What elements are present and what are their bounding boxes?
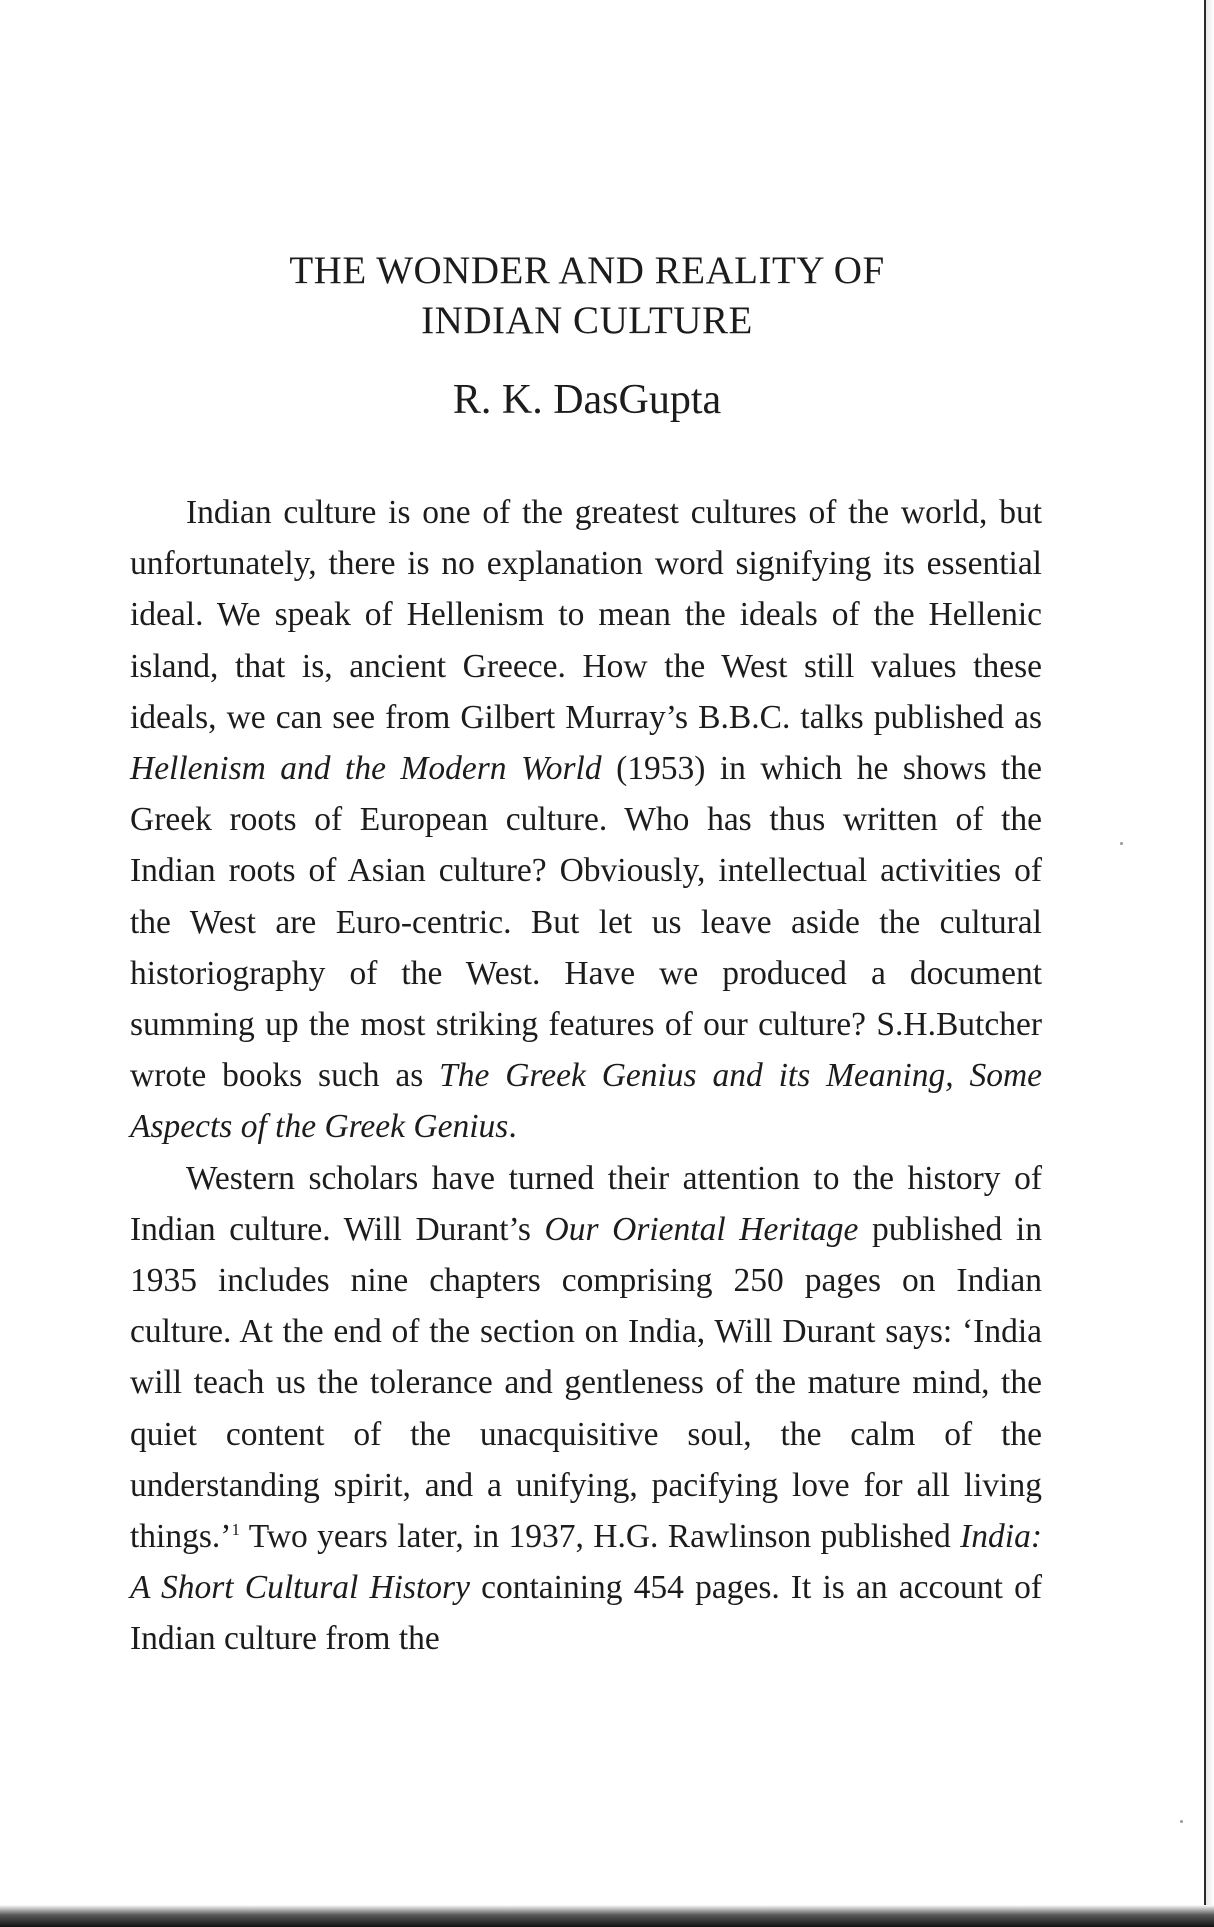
chapter-title-line-1: THE WONDER AND REALITY OF [289, 249, 885, 292]
author-name: R. K. DasGupta [452, 377, 722, 423]
chapter-title-line-2: INDIAN CULTURE [421, 299, 753, 342]
paragraph-1-text-2: (1953) in which he shows the Greek roots of European culture. Who has thus written of the Indian roots of Asian culture? Obviously, intellectual activities of the West are Euro-centric. But let us leave aside the cultural historiography of the West. Have we produced a document summing up the most striking features of our culture? S.H.Butcher wrote books such as [130, 750, 1042, 1095]
chapter-body [130, 487, 1042, 1665]
chapter-title [132, 246, 1042, 346]
paragraph-2-text-4: containing 454 pages. It is an account of Indian culture from the [130, 1569, 1042, 1658]
paragraph-1 [130, 487, 1042, 1153]
chapter-header [132, 246, 1042, 424]
paragraph-2-text-2: published in 1935 includes nine chapters comprising 250 pages on Indian culture. At the end of the section on India, Will Durant says: ‘India will teach us the tolerance and gentleness of the mature mind, the quiet content of the unacquisitive soul, the calm of the understanding spirit, and a unifying, pacifying love for all living things.’ [130, 1210, 1042, 1556]
scan-speck [1120, 842, 1123, 845]
book-title-hellenism: Hellenism and the Modern World [130, 750, 602, 788]
book-title-greek-genius: The Greek Genius and its Meaning, Some Aspects of the Greek Genius [130, 1057, 1043, 1146]
paragraph-1-text-1: Indian culture is one of the greatest cultures of the world, but unfortunately, there is no explanation word signifying its essential ideal. We speak of Hellenism to mean the ideals of the Hellenic island, that is, ancient Greece. How the West still values these ideals, we can see from Gilbert Murray’s B.B.C. talks published as [130, 494, 1042, 736]
book-title-india-short-history: India: A Short Cultural History [130, 1518, 1042, 1607]
paragraph-1-text-3: . [508, 1108, 517, 1146]
book-title-oriental-heritage: Our Oriental Heritage [544, 1210, 859, 1248]
paragraph-2-text-3: Two years later, in 1937, H.G. Rawlinson published [239, 1518, 961, 1556]
page-edge-bottom [0, 1905, 1214, 1927]
footnote-reference: 1 [231, 1519, 240, 1539]
paragraph-2-text-1: Western scholars have turned their attention to the history of Indian culture. Will Durant’s [130, 1159, 1042, 1248]
paragraph-2 [130, 1153, 1042, 1665]
page-edge-shadow [1206, 0, 1214, 1927]
scan-speck [1180, 1820, 1183, 1823]
page-edge-line [1204, 0, 1206, 1927]
